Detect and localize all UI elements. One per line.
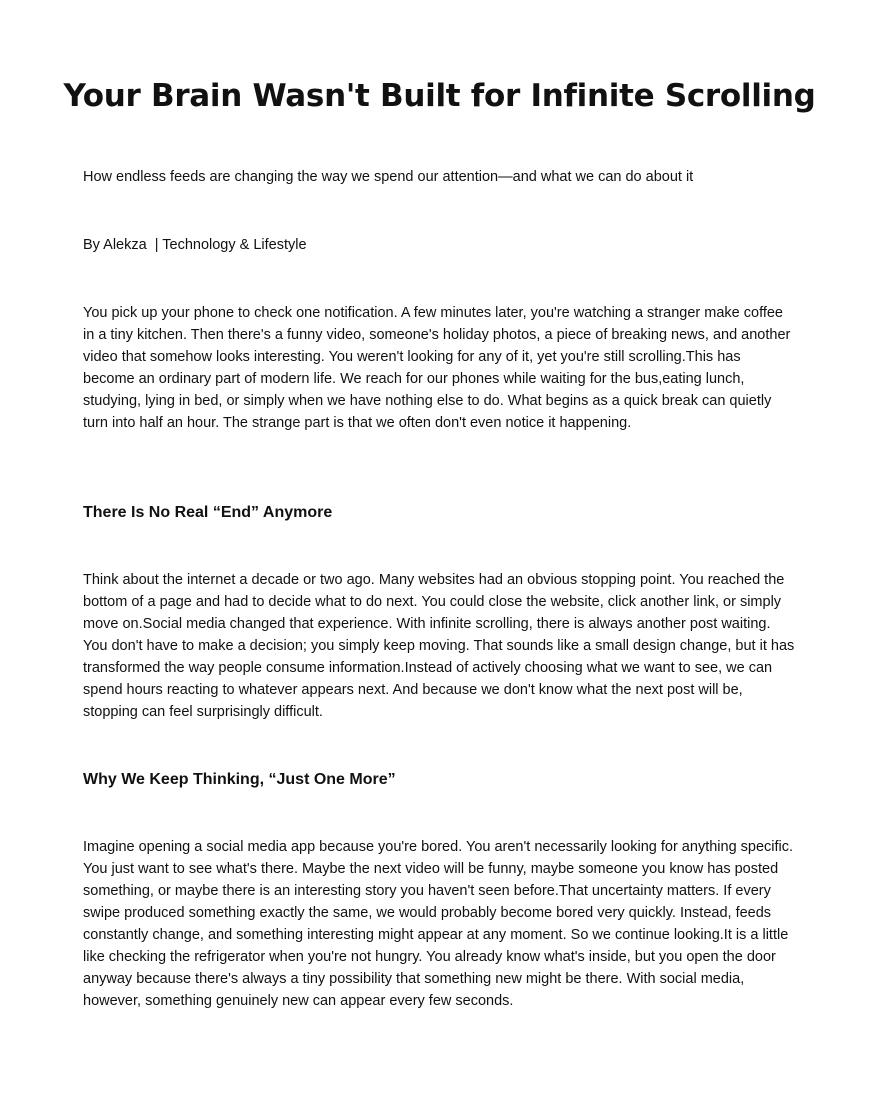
article-paragraph: Imagine opening a social media app because you're bored. You aren't necessarily looking for anything specific. You just want to see what's there. Maybe the next video will be funny, maybe someone you know has posted something, or maybe there is an interesting story you haven't seen before.That uncertainty matters. If every swipe produced something exactly the same, we would probably become bored very quickly. Instead, feeds constantly change, and something interesting might appear at any moment. So we continue looking.It is a little like checking the refrigerator when you're not hungry. You already know what's inside, but you open the door anyway because there's always a tiny possibility that something new might be there. With social media, however, something genuinely new can appear every few seconds. (83, 839, 794, 1009)
article-paragraph: You pick up your phone to check one notification. A few minutes later, you're watching a stranger make coffee in a tiny kitchen. Then there's a funny video, someone's holiday photos, a piece of breaking news, and another video that somehow looks interesting. You weren't looking for any of it, yet you're still scrolling.This has become an ordinary part of modern life. We reach for our phones while waiting for the bus,eating lunch, studying, lying in bed, or simply when we have nothing else to do. What begins as a quick break can quietly turn into half an hour. The strange part is that we often don't even notice it happening. (83, 305, 791, 431)
article-title: Your Brain Wasn't Built for Infinite Scrolling (63, 78, 816, 114)
article-byline: By Alekza | Technology & Lifestyle (83, 237, 307, 253)
section-heading: There Is No Real “End” Anymore (83, 504, 333, 521)
article-subtitle: How endless feeds are changing the way we spend our attention—and what we can do about it (83, 169, 694, 185)
section-heading: Why We Keep Thinking, “Just One More” (83, 771, 396, 788)
article-paragraph: Think about the internet a decade or two ago. Many websites had an obvious stopping point. You reached the bottom of a page and had to decide what to do next. You could close the website, click another link, or simply move on.Social media changed that experience. With infinite scrolling, there is always another post waiting. You don't have to make a decision; you simply keep moving. That sounds like a small design change, but it has transformed the way people consume information.Instead of actively choosing what we want to see, we can spend hours reacting to whatever appears next. And because we don't know what the next post will be, stopping can feel surprisingly difficult. (83, 572, 795, 720)
